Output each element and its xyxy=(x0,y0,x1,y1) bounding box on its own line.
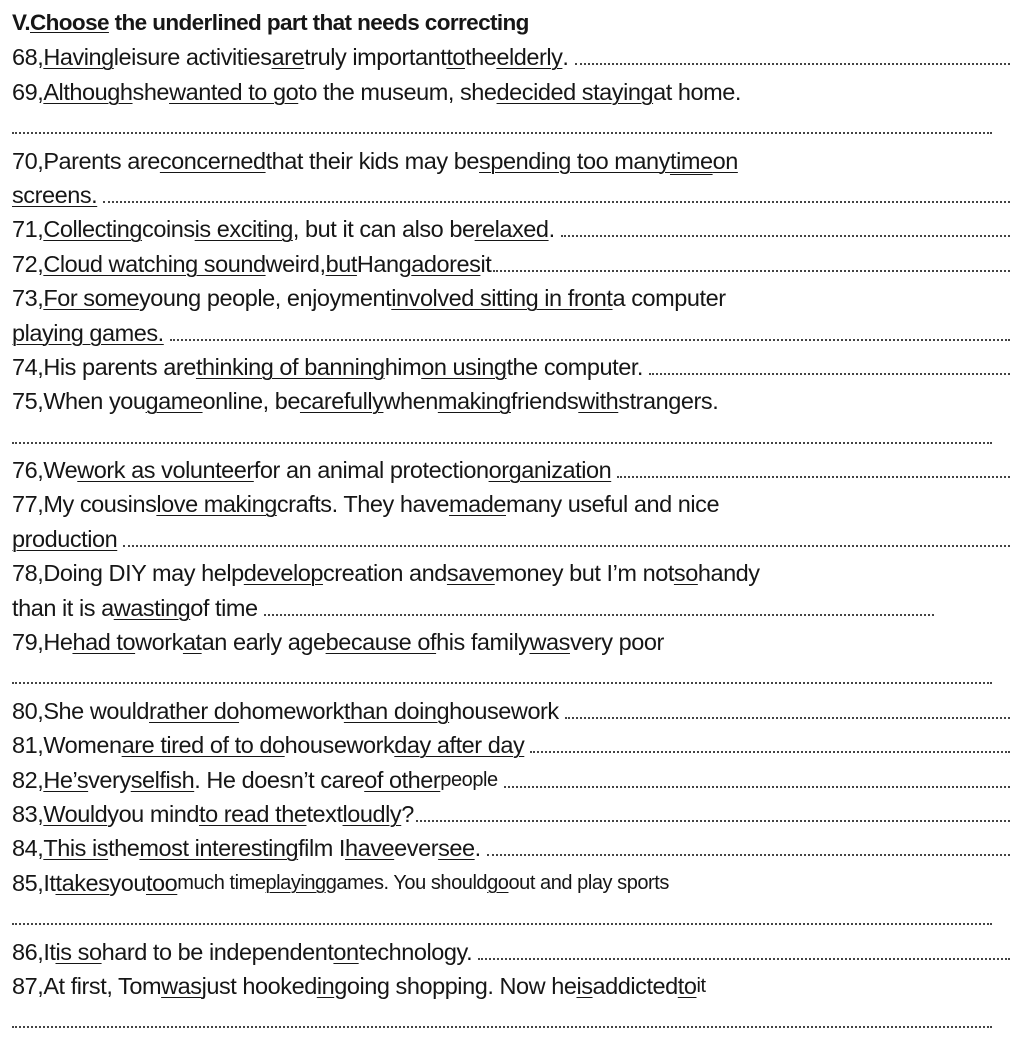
question-text: , but it can also be xyxy=(292,216,475,243)
question-text: truly important xyxy=(304,44,447,71)
question-text: coins xyxy=(142,216,195,243)
underlined-option: takes xyxy=(55,869,110,896)
underlined-option: playing xyxy=(265,871,326,894)
underlined-option: time xyxy=(669,147,713,174)
question-text: weird, xyxy=(265,250,326,277)
question-71 xyxy=(12,212,1014,246)
question-text: . xyxy=(474,835,481,862)
underlined-option: This is xyxy=(43,835,109,862)
question-text: His parents are xyxy=(43,353,196,380)
answer-blank[interactable] xyxy=(530,751,1010,753)
question-text: people xyxy=(440,768,498,791)
question-79-answer-line xyxy=(12,659,1014,693)
question-number: 75, xyxy=(12,388,44,415)
section-number: V. xyxy=(12,10,30,35)
question-number: 74, xyxy=(12,353,44,380)
underlined-option: Although xyxy=(43,78,133,105)
question-text: of time xyxy=(190,594,258,621)
question-text: out and play sports xyxy=(508,871,669,894)
question-text: it xyxy=(480,250,492,277)
question-text: much time xyxy=(177,871,266,894)
answer-blank[interactable] xyxy=(575,63,1010,65)
answer-blank[interactable] xyxy=(565,717,1010,719)
question-number: 71, xyxy=(12,216,44,243)
underlined-option: in xyxy=(316,972,335,999)
underlined-option: work as volunteer xyxy=(77,457,254,484)
question-number: 68, xyxy=(12,44,44,71)
question-70-continued xyxy=(12,178,1014,212)
question-text: money but I’m not xyxy=(494,560,674,587)
question-text: going shopping. Now he xyxy=(334,972,577,999)
underlined-option: spending too many xyxy=(479,147,670,174)
answer-blank[interactable] xyxy=(504,786,1010,788)
question-84 xyxy=(12,831,1014,865)
answer-blank[interactable] xyxy=(12,682,992,684)
question-text: the computer. xyxy=(506,353,644,380)
question-number: 84, xyxy=(12,835,44,862)
question-69 xyxy=(12,74,1014,108)
underlined-option: production xyxy=(12,525,118,552)
underlined-option: love making xyxy=(156,491,277,518)
question-number: 76, xyxy=(12,457,44,484)
underlined-option: than doing xyxy=(343,697,450,724)
question-75-answer-line xyxy=(12,418,1014,452)
question-text: the xyxy=(108,835,140,862)
underlined-option: rather do xyxy=(149,697,240,724)
question-text: leisure activities xyxy=(113,44,272,71)
question-text: very poor xyxy=(569,629,664,656)
underlined-option: was xyxy=(529,629,570,656)
underlined-option: to read the xyxy=(199,800,307,827)
underlined-option: develop xyxy=(243,560,323,587)
question-text: homework xyxy=(239,697,344,724)
question-text: film I xyxy=(298,835,345,862)
underlined-option: playing games. xyxy=(12,319,164,346)
answer-blank[interactable] xyxy=(264,614,934,616)
question-text: a computer xyxy=(612,285,726,312)
question-72 xyxy=(12,246,1014,280)
title-word-underlined: underlined xyxy=(152,10,262,35)
question-text: that their kids may be xyxy=(265,147,480,174)
underlined-option: For some xyxy=(43,285,139,312)
question-85 xyxy=(12,865,1014,899)
question-text: his family xyxy=(436,629,530,656)
answer-blank[interactable] xyxy=(649,373,1010,375)
question-69-answer-line xyxy=(12,109,1014,143)
question-text: many useful and nice xyxy=(506,491,720,518)
question-number: 86, xyxy=(12,938,44,965)
question-text: work xyxy=(135,629,183,656)
answer-blank[interactable] xyxy=(416,820,1010,822)
underlined-option: wasting xyxy=(113,594,191,621)
answer-blank[interactable] xyxy=(12,1026,992,1028)
question-text: Parents are xyxy=(43,147,160,174)
underlined-option: was xyxy=(161,972,202,999)
question-number: 73, xyxy=(12,285,44,312)
question-text: than it is a xyxy=(12,594,114,621)
question-text: text xyxy=(306,800,343,827)
underlined-option: selfish xyxy=(130,766,195,793)
question-text: you mind xyxy=(107,800,200,827)
underlined-option: because of xyxy=(325,629,437,656)
question-78 xyxy=(12,556,1014,590)
question-text: young people, enjoyment xyxy=(138,285,392,312)
answer-blank[interactable] xyxy=(103,201,1010,203)
title-text: the xyxy=(108,10,153,35)
underlined-option: made xyxy=(449,491,506,518)
question-text: you xyxy=(109,869,146,896)
answer-blank[interactable] xyxy=(617,476,1010,478)
title-word-choose: Choose xyxy=(30,10,109,35)
question-text: handy xyxy=(697,560,760,587)
question-81 xyxy=(12,728,1014,762)
underlined-option: on using xyxy=(421,353,507,380)
question-text: . He doesn’t care xyxy=(194,766,365,793)
question-87 xyxy=(12,969,1014,1003)
question-text: online, be xyxy=(202,388,300,415)
question-text: very xyxy=(88,766,131,793)
underlined-option: but xyxy=(325,250,357,277)
underlined-option: thinking of banning xyxy=(195,353,385,380)
answer-blank[interactable] xyxy=(170,339,1010,341)
question-number: 82, xyxy=(12,766,44,793)
question-70 xyxy=(12,143,1014,177)
question-text: Women xyxy=(43,732,122,759)
question-number: 70, xyxy=(12,147,44,174)
underlined-option: relaxed xyxy=(474,216,549,243)
underlined-option: screens. xyxy=(12,181,98,208)
question-76 xyxy=(12,453,1014,487)
question-text: housework xyxy=(449,697,559,724)
title-text: part that needs correcting xyxy=(261,10,529,35)
underlined-option: game xyxy=(145,388,203,415)
question-text: ? xyxy=(401,800,414,827)
underlined-option: making xyxy=(437,388,511,415)
question-77 xyxy=(12,487,1014,521)
question-text: It xyxy=(43,938,56,965)
question-text: When you xyxy=(43,388,146,415)
question-number: 72, xyxy=(12,250,44,277)
question-text: My cousins xyxy=(43,491,157,518)
question-83 xyxy=(12,797,1014,831)
question-73-continued xyxy=(12,315,1014,349)
question-text: addicted xyxy=(592,972,678,999)
answer-blank[interactable] xyxy=(561,235,1010,237)
underlined-option: adores xyxy=(411,250,481,277)
underlined-option: see xyxy=(438,835,475,862)
question-text: We xyxy=(43,457,78,484)
question-text: creation and xyxy=(322,560,447,587)
question-82 xyxy=(12,762,1014,796)
underlined-option: with xyxy=(578,388,619,415)
question-text: . xyxy=(548,216,555,243)
underlined-option: to xyxy=(677,972,697,999)
underlined-option: wanted to go xyxy=(169,78,299,105)
question-74 xyxy=(12,350,1014,384)
question-text: to the museum, she xyxy=(298,78,497,105)
question-text: hard to be independent xyxy=(101,938,334,965)
question-text: crafts. They have xyxy=(276,491,449,518)
question-text: He xyxy=(43,629,73,656)
answer-blank[interactable] xyxy=(123,545,1010,547)
question-number: 81, xyxy=(12,732,44,759)
question-number: 79, xyxy=(12,629,44,656)
underlined-option: elderly xyxy=(496,44,563,71)
underlined-option: He’s xyxy=(43,766,89,793)
underlined-option: loudly xyxy=(342,800,402,827)
question-85-answer-line xyxy=(12,900,1014,934)
underlined-option: is xyxy=(576,972,593,999)
question-text: games. You should xyxy=(325,871,488,894)
underlined-option: Cloud watching sound xyxy=(43,250,266,277)
question-80 xyxy=(12,693,1014,727)
underlined-option: have xyxy=(345,835,395,862)
question-text: when xyxy=(383,388,438,415)
underlined-option: too xyxy=(145,869,178,896)
question-75 xyxy=(12,384,1014,418)
underlined-option: most interesting xyxy=(139,835,299,862)
underlined-option: is exciting xyxy=(194,216,293,243)
underlined-option: to xyxy=(446,44,466,71)
underlined-option: go xyxy=(487,871,509,894)
question-text: just hooked xyxy=(201,972,317,999)
question-text: the xyxy=(465,44,497,71)
question-text: for an animal protection xyxy=(253,457,489,484)
question-68 xyxy=(12,40,1014,74)
question-text: ever xyxy=(394,835,439,862)
underlined-option: Collecting xyxy=(43,216,143,243)
question-number: 78, xyxy=(12,560,44,587)
underlined-option: had to xyxy=(72,629,136,656)
answer-blank[interactable] xyxy=(487,854,1010,856)
underlined-option: decided staying xyxy=(496,78,654,105)
question-number: 80, xyxy=(12,697,44,724)
question-text: friends xyxy=(510,388,579,415)
question-number: 85, xyxy=(12,869,44,896)
underlined-option: organization xyxy=(488,457,612,484)
underlined-option: is so xyxy=(55,938,102,965)
question-87-answer-line xyxy=(12,1003,1014,1037)
question-86 xyxy=(12,934,1014,968)
question-text: technology. xyxy=(358,938,473,965)
underlined-option: save xyxy=(446,560,495,587)
section-title xyxy=(12,6,1014,40)
underlined-option: at xyxy=(182,629,202,656)
question-number: 77, xyxy=(12,491,44,518)
question-text: housework xyxy=(284,732,395,759)
answer-blank[interactable] xyxy=(12,132,992,134)
answer-blank[interactable] xyxy=(12,442,992,444)
question-text: she xyxy=(132,78,170,105)
question-number: 83, xyxy=(12,800,44,827)
question-78-continued xyxy=(12,590,1014,624)
question-text: At first, Tom xyxy=(43,972,162,999)
question-number: 87, xyxy=(12,972,44,999)
underlined-option: day after day xyxy=(394,732,525,759)
question-77-continued xyxy=(12,521,1014,555)
question-number: 69, xyxy=(12,78,44,105)
question-text: She would xyxy=(43,697,150,724)
question-text: it xyxy=(696,974,706,997)
question-text: Hang xyxy=(356,250,412,277)
question-text: It xyxy=(43,869,56,896)
underlined-option: carefully xyxy=(299,388,384,415)
question-text: . xyxy=(562,44,569,71)
underlined-option: involved sitting in front xyxy=(391,285,613,312)
answer-blank[interactable] xyxy=(493,270,1010,272)
underlined-option: are tired of to do xyxy=(121,732,285,759)
question-79 xyxy=(12,625,1014,659)
underlined-option: are xyxy=(271,44,305,71)
question-text: an early age xyxy=(201,629,326,656)
underlined-option: Having xyxy=(43,44,114,71)
answer-blank[interactable] xyxy=(478,958,1010,960)
underlined-option: Would xyxy=(43,800,108,827)
question-73 xyxy=(12,281,1014,315)
answer-blank[interactable] xyxy=(12,923,992,925)
underlined-option: concerned xyxy=(159,147,266,174)
underlined-option: on xyxy=(333,938,359,965)
underlined-option: on xyxy=(712,147,738,174)
question-text: at home. xyxy=(653,78,741,105)
underlined-option: of other xyxy=(364,766,441,793)
question-text: strangers. xyxy=(618,388,719,415)
underlined-option: so xyxy=(673,560,698,587)
question-text: Doing DIY may help xyxy=(43,560,244,587)
question-text: him xyxy=(384,353,422,380)
